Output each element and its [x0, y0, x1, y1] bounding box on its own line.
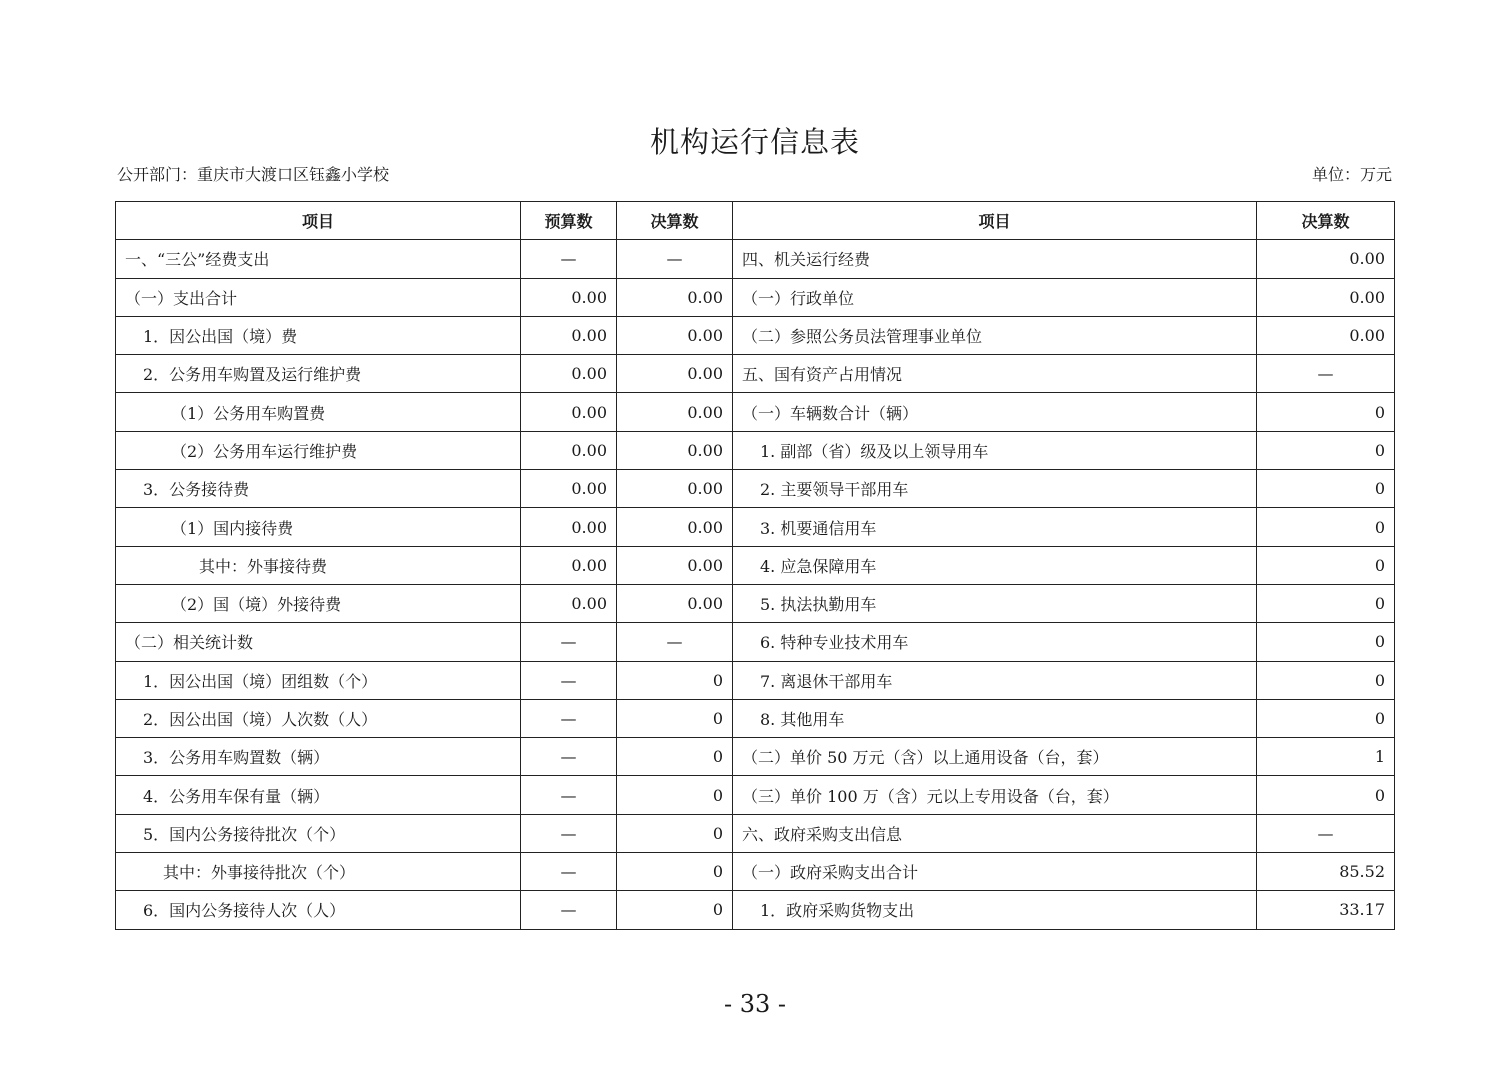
budget-cell: —	[521, 776, 617, 814]
budget-cell: —	[521, 738, 617, 776]
final-cell: 0.00	[617, 546, 733, 584]
table-row	[116, 623, 1395, 661]
department-label: 公开部门：重庆市大渡口区钰鑫小学校	[117, 165, 390, 184]
budget-cell: 0.00	[521, 278, 617, 316]
right-item-cell: 5. 执法执勤用车	[733, 584, 1257, 622]
final-cell: 0	[617, 699, 733, 737]
left-item-cell: 其中：外事接待费	[116, 546, 521, 584]
budget-cell: —	[521, 240, 617, 278]
left-item-cell: 4．公务用车保有量（辆）	[116, 776, 521, 814]
right-final-cell: 0	[1257, 546, 1395, 584]
table-row	[116, 316, 1395, 354]
right-item-cell: （一）政府采购支出合计	[733, 853, 1257, 891]
right-item-cell: 3. 机要通信用车	[733, 508, 1257, 546]
right-item-cell: （三）单价 100 万（含）元以上专用设备（台，套）	[733, 776, 1257, 814]
table-row	[116, 584, 1395, 622]
right-final-cell: 0	[1257, 776, 1395, 814]
table-row	[116, 546, 1395, 584]
table-row	[116, 508, 1395, 546]
right-final-cell: 33.17	[1257, 891, 1395, 929]
right-item-cell: （一）行政单位	[733, 278, 1257, 316]
left-item-cell: （2）公务用车运行维护费	[116, 431, 521, 469]
table-row	[116, 355, 1395, 393]
right-item-cell: 4. 应急保障用车	[733, 546, 1257, 584]
table-header-row	[116, 202, 1395, 240]
final-cell: 0.00	[617, 278, 733, 316]
budget-cell: 0.00	[521, 431, 617, 469]
right-final-cell: 0	[1257, 508, 1395, 546]
left-item-cell: 一、“三公”经费支出	[116, 240, 521, 278]
table-row	[116, 661, 1395, 699]
left-item-cell: （一）支出合计	[116, 278, 521, 316]
table-row	[116, 470, 1395, 508]
final-cell: 0.00	[617, 431, 733, 469]
table-row	[116, 853, 1395, 891]
table-row	[116, 278, 1395, 316]
left-item-cell: 1．因公出国（境）团组数（个）	[116, 661, 521, 699]
header-right-item: 项目	[733, 202, 1257, 240]
right-final-cell: —	[1257, 355, 1395, 393]
left-item-cell: （1）公务用车购置费	[116, 393, 521, 431]
right-final-cell: 0.00	[1257, 278, 1395, 316]
right-final-cell: 1	[1257, 738, 1395, 776]
budget-cell: —	[521, 853, 617, 891]
right-final-cell: 0	[1257, 584, 1395, 622]
right-final-cell: 0.00	[1257, 240, 1395, 278]
right-final-cell: 0	[1257, 661, 1395, 699]
table-row	[116, 738, 1395, 776]
budget-cell: 0.00	[521, 508, 617, 546]
page-title: 机构运行信息表	[649, 125, 860, 159]
right-item-cell: 六、政府采购支出信息	[733, 814, 1257, 852]
left-item-cell: 3．公务用车购置数（辆）	[116, 738, 521, 776]
right-item-cell: （二）参照公务员法管理事业单位	[733, 316, 1257, 354]
right-item-cell: 五、国有资产占用情况	[733, 355, 1257, 393]
budget-cell: 0.00	[521, 470, 617, 508]
left-item-cell: 2．因公出国（境）人次数（人）	[116, 699, 521, 737]
table-row	[116, 891, 1395, 929]
table-row	[116, 240, 1395, 278]
unit-label: 单位：万元	[1311, 165, 1392, 184]
table-row	[116, 814, 1395, 852]
left-item-cell: （二）相关统计数	[116, 623, 521, 661]
header-final: 决算数	[617, 202, 733, 240]
final-cell: 0.00	[617, 316, 733, 354]
budget-cell: —	[521, 623, 617, 661]
right-item-cell: 8. 其他用车	[733, 699, 1257, 737]
budget-cell: 0.00	[521, 355, 617, 393]
right-item-cell: 7. 离退休干部用车	[733, 661, 1257, 699]
header-right-final: 决算数	[1257, 202, 1395, 240]
final-cell: 0	[617, 738, 733, 776]
budget-cell: 0.00	[521, 584, 617, 622]
right-item-cell: （一）车辆数合计（辆）	[733, 393, 1257, 431]
budget-cell: 0.00	[521, 316, 617, 354]
final-cell: 0	[617, 661, 733, 699]
table-body	[116, 240, 1395, 929]
left-item-cell: 5．国内公务接待批次（个）	[116, 814, 521, 852]
right-final-cell: 0	[1257, 470, 1395, 508]
budget-cell: —	[521, 891, 617, 929]
table-row	[116, 431, 1395, 469]
right-final-cell: 0	[1257, 623, 1395, 661]
budget-cell: —	[521, 814, 617, 852]
final-cell: 0.00	[617, 393, 733, 431]
final-cell: 0	[617, 891, 733, 929]
right-final-cell: 0.00	[1257, 316, 1395, 354]
left-item-cell: （2）国（境）外接待费	[116, 584, 521, 622]
right-item-cell: 2. 主要领导干部用车	[733, 470, 1257, 508]
final-cell: —	[617, 240, 733, 278]
right-item-cell: 1. 副部（省）级及以上领导用车	[733, 431, 1257, 469]
final-cell: 0.00	[617, 584, 733, 622]
budget-cell: 0.00	[521, 546, 617, 584]
final-cell: 0	[617, 853, 733, 891]
right-final-cell: 0	[1257, 431, 1395, 469]
budget-cell: —	[521, 661, 617, 699]
final-cell: —	[617, 623, 733, 661]
right-final-cell: 0	[1257, 393, 1395, 431]
right-final-cell: 85.52	[1257, 853, 1395, 891]
left-item-cell: 1．因公出国（境）费	[116, 316, 521, 354]
right-final-cell: 0	[1257, 699, 1395, 737]
final-cell: 0.00	[617, 355, 733, 393]
table-row	[116, 776, 1395, 814]
page-number: - 33 -	[723, 990, 786, 1018]
final-cell: 0	[617, 814, 733, 852]
header-budget: 预算数	[521, 202, 617, 240]
header-left-item: 项目	[116, 202, 521, 240]
final-cell: 0.00	[617, 508, 733, 546]
right-item-cell: 四、机关运行经费	[733, 240, 1257, 278]
budget-cell: 0.00	[521, 393, 617, 431]
budget-cell: —	[521, 699, 617, 737]
right-item-cell: （二）单价 50 万元（含）以上通用设备（台，套）	[733, 738, 1257, 776]
final-cell: 0.00	[617, 470, 733, 508]
left-item-cell: 3．公务接待费	[116, 470, 521, 508]
table-row	[116, 699, 1395, 737]
left-item-cell: （1）国内接待费	[116, 508, 521, 546]
right-item-cell: 1．政府采购货物支出	[733, 891, 1257, 929]
table-row	[116, 393, 1395, 431]
final-cell: 0	[617, 776, 733, 814]
institution-info-table	[115, 201, 1395, 930]
right-item-cell: 6. 特种专业技术用车	[733, 623, 1257, 661]
right-final-cell: —	[1257, 814, 1395, 852]
left-item-cell: 其中：外事接待批次（个）	[116, 853, 521, 891]
left-item-cell: 6．国内公务接待人次（人）	[116, 891, 521, 929]
left-item-cell: 2．公务用车购置及运行维护费	[116, 355, 521, 393]
